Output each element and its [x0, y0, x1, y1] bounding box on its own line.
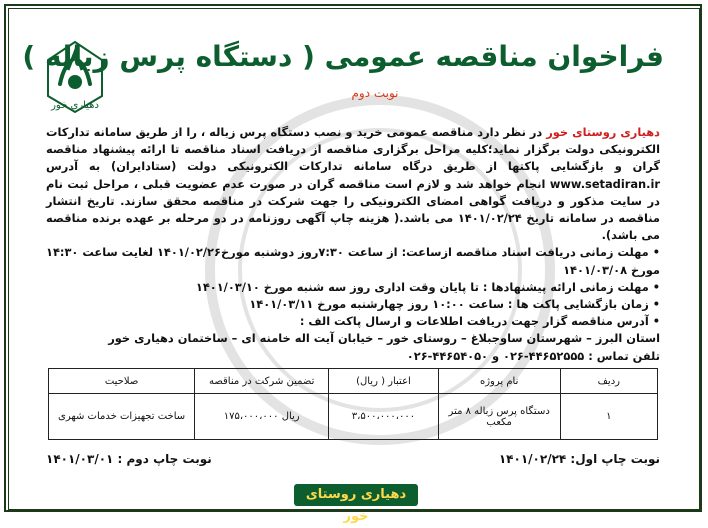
table-header: اعتبار ( ریال)	[329, 369, 439, 394]
organizer-banner: دهیاری روستای خور	[294, 484, 418, 506]
print-dates	[46, 452, 660, 466]
table-header: تضمین شرکت در مناقصه	[195, 369, 329, 394]
round-label: نوبت دوم	[351, 86, 399, 100]
phone-line: تلفن تماس : ۴۴۶۵۲۵۵۵-۰۲۶ و ۴۴۶۵۴۰۵۰-۰۲۶	[406, 348, 660, 363]
table-header: ردیف	[560, 369, 657, 394]
intro-text: در نظر دارد مناقصه عمومی خرید و نصب دستگاه پرس زباله ، را از طریق سامانه تدارکات الکترونیکی دولت برگزار نماید؛کلیه مراحل برگزاری مناقصه از دریافت اسناد مناقصه تا ارائه پیشنهاد مناقصه گران و بازگشایی پاکتها از طریق درگاه سامانه تدارکات الکترونیکی دولت (ستادایران) به آدرس www.setadiran.ir انجام خواهد شد و لازم است مناقصه گران در صورت عدم عضویت قبلی ، مراحل ثبت نام در سایت مذکور و دریافت گواهی امضای الکترونیکی را جهت شرکت در مناقصه محقق سازند. تاریخ انتشار مناقصه در سامانه تاریخ ۱۴۰۱/۰۲/۲۴ می باشد.( هزینه چاپ آگهی روزنامه در دو مرحله بر عهده برنده مناقصه می باشد).	[46, 125, 660, 243]
logo-caption: دهیاری خور	[51, 100, 99, 111]
list-item: • مهلت زمانی ارائه پیشنهادها : تا پایان وقت اداری روز سه شنبه مورخ ۱۴۰۱/۰۳/۱۰	[46, 279, 660, 296]
list-item: • مهلت زمانی دریافت اسناد مناقصه ازساعت: از ساعت ۷:۳۰روز دوشنبه مورخ۱۴۰۱/۰۲/۲۶ لغایت ساعت ۱۴:۳۰ مورخ ۱۴۰۱/۰۳/۰۸	[46, 244, 660, 278]
table-cell: ۱	[560, 394, 657, 440]
table-cell: ۳،۵۰۰،۰۰۰،۰۰۰	[329, 394, 439, 440]
page-title: فراخوان مناقصه عمومی ( دستگاه پرس زباله )	[22, 40, 664, 73]
table-cell: دستگاه پرس زباله ۸ متر مکعب	[438, 394, 560, 440]
address-line: استان البرز – شهرستان ساوجبلاغ – روستای خور – خیابان آیت اله خامنه ای – ساختمان دهیاری خور	[108, 331, 660, 346]
table-header-row	[49, 369, 658, 394]
table-header: نام پروژه	[438, 369, 560, 394]
list-item: • زمان بازگشایی پاکت ها : ساعت ۱۰:۰۰ روز چهارشنبه مورخ ۱۴۰۱/۰۳/۱۱	[46, 296, 660, 313]
intro-paragraph	[46, 124, 660, 244]
table-row	[49, 394, 658, 440]
deadline-list	[46, 244, 660, 330]
tender-table	[48, 368, 658, 440]
organizer-name: دهیاری روستای خور	[546, 125, 660, 139]
second-print-date: نوبت چاپ دوم : ۱۴۰۱/۰۳/۰۱	[46, 452, 212, 466]
announcement-body	[46, 124, 660, 365]
table-cell: ساخت تجهیزات خدمات شهری	[49, 394, 195, 440]
table-cell: ریال ۱۷۵،۰۰۰،۰۰۰	[195, 394, 329, 440]
list-item: • آدرس مناقصه گزار جهت دریافت اطلاعات و ارسال پاکت الف :	[46, 313, 660, 330]
first-print-date: نوبت چاپ اول: ۱۴۰۱/۰۲/۲۴	[498, 452, 660, 466]
table-header: صلاحیت	[49, 369, 195, 394]
